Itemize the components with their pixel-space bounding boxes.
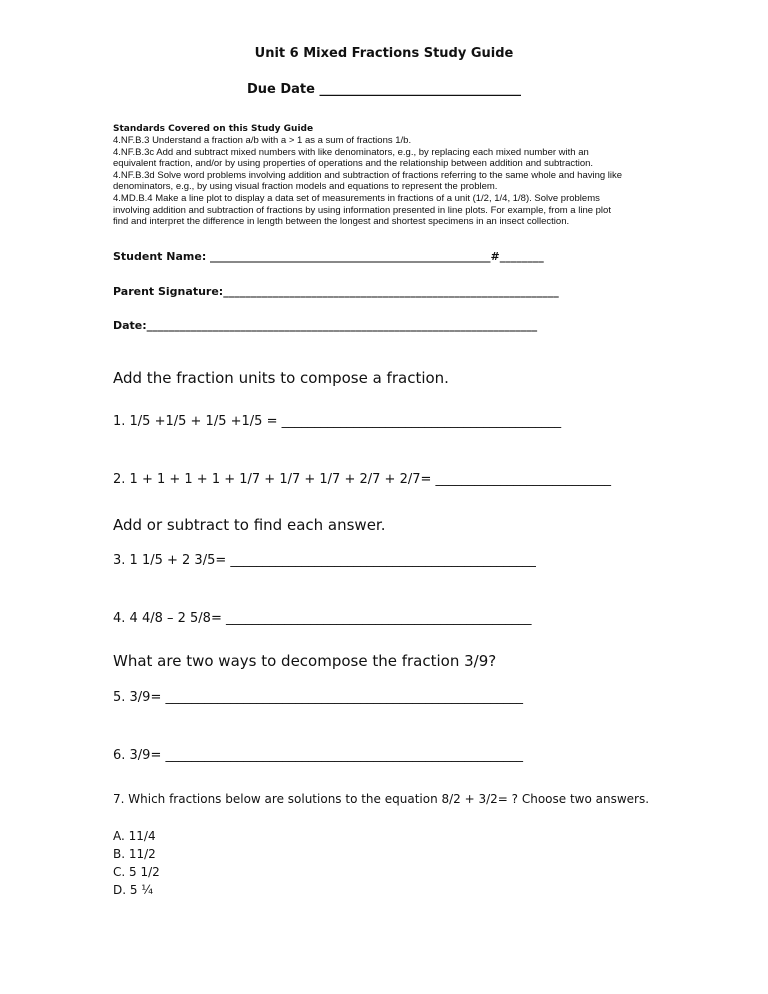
answer-option-a[interactable]: A. 11/4 bbox=[113, 829, 156, 843]
standard-line: find and interpret the difference in length between the longest and shortest specimens in an insect collection. bbox=[113, 216, 570, 228]
answer-option-b[interactable]: B. 11/2 bbox=[113, 847, 156, 861]
question-1[interactable]: 1. 1/5 +1/5 + 1/5 +1/5 = ___________________________________________ bbox=[113, 414, 562, 429]
standard-line: denominators, e.g., by using visual fraction models and equations to represent the problem. bbox=[113, 181, 498, 193]
standard-line: 4.NF.B.3d Solve word problems involving addition and subtraction of fractions referring to the same whole and having like bbox=[113, 169, 623, 181]
question-7: 7. Which fractions below are solutions to the equation 8/2 + 3/2= ? Choose two answers. bbox=[113, 792, 650, 806]
section-heading-compose: Add the fraction units to compose a fraction. bbox=[113, 369, 449, 387]
standard-line: involving addition and subtraction of fractions by using information presented in line plots. For example, from a line plot bbox=[113, 204, 611, 216]
due-date-line: Due Date _______________________________ bbox=[246, 82, 521, 97]
standard-line: equivalent fraction, and/or by using properties of operations and the relationship between addition and subtraction. bbox=[113, 158, 594, 170]
question-4[interactable]: 4. 4 4/8 – 2 5/8= _______________________________________________ bbox=[113, 611, 532, 626]
parent-signature-field[interactable]: Parent Signature:_____________________________________________________________ bbox=[113, 285, 559, 298]
student-name-field[interactable]: Student Name: ___________________________________________________#________ bbox=[113, 250, 544, 263]
standard-line: 4.NF.B.3c Add and subtract mixed numbers with like denominators, e.g., by replacing each mixed number with an bbox=[113, 146, 589, 158]
standard-line: 4.MD.B.4 Make a line plot to display a data set of measurements in fractions of a unit (1/2, 1/4, 1/8). Solve problems bbox=[113, 192, 600, 204]
question-6[interactable]: 6. 3/9= _______________________________________________________ bbox=[113, 748, 523, 763]
standards-block bbox=[113, 124, 661, 228]
question-3[interactable]: 3. 1 1/5 + 2 3/5= _______________________________________________ bbox=[113, 553, 536, 568]
standards-heading: Standards Covered on this Study Guide bbox=[113, 124, 314, 134]
section-heading-add-subtract: Add or subtract to find each answer. bbox=[113, 516, 386, 534]
answer-option-d[interactable]: D. 5 ¼ bbox=[113, 883, 153, 897]
page-title: Unit 6 Mixed Fractions Study Guide bbox=[254, 46, 514, 61]
question-5[interactable]: 5. 3/9= _______________________________________________________ bbox=[113, 690, 523, 705]
section-heading-decompose: What are two ways to decompose the fraction 3/9? bbox=[113, 652, 497, 670]
answer-option-c[interactable]: C. 5 1/2 bbox=[113, 865, 160, 879]
question-2[interactable]: 2. 1 + 1 + 1 + 1 + 1/7 + 1/7 + 1/7 + 2/7 + 2/7= ___________________________ bbox=[113, 472, 612, 487]
standard-line: 4.NF.B.3 Understand a fraction a/b with a > 1 as a sum of fractions 1/b. bbox=[113, 135, 412, 146]
date-field[interactable]: Date:_______________________________________________________________________ bbox=[113, 319, 538, 332]
